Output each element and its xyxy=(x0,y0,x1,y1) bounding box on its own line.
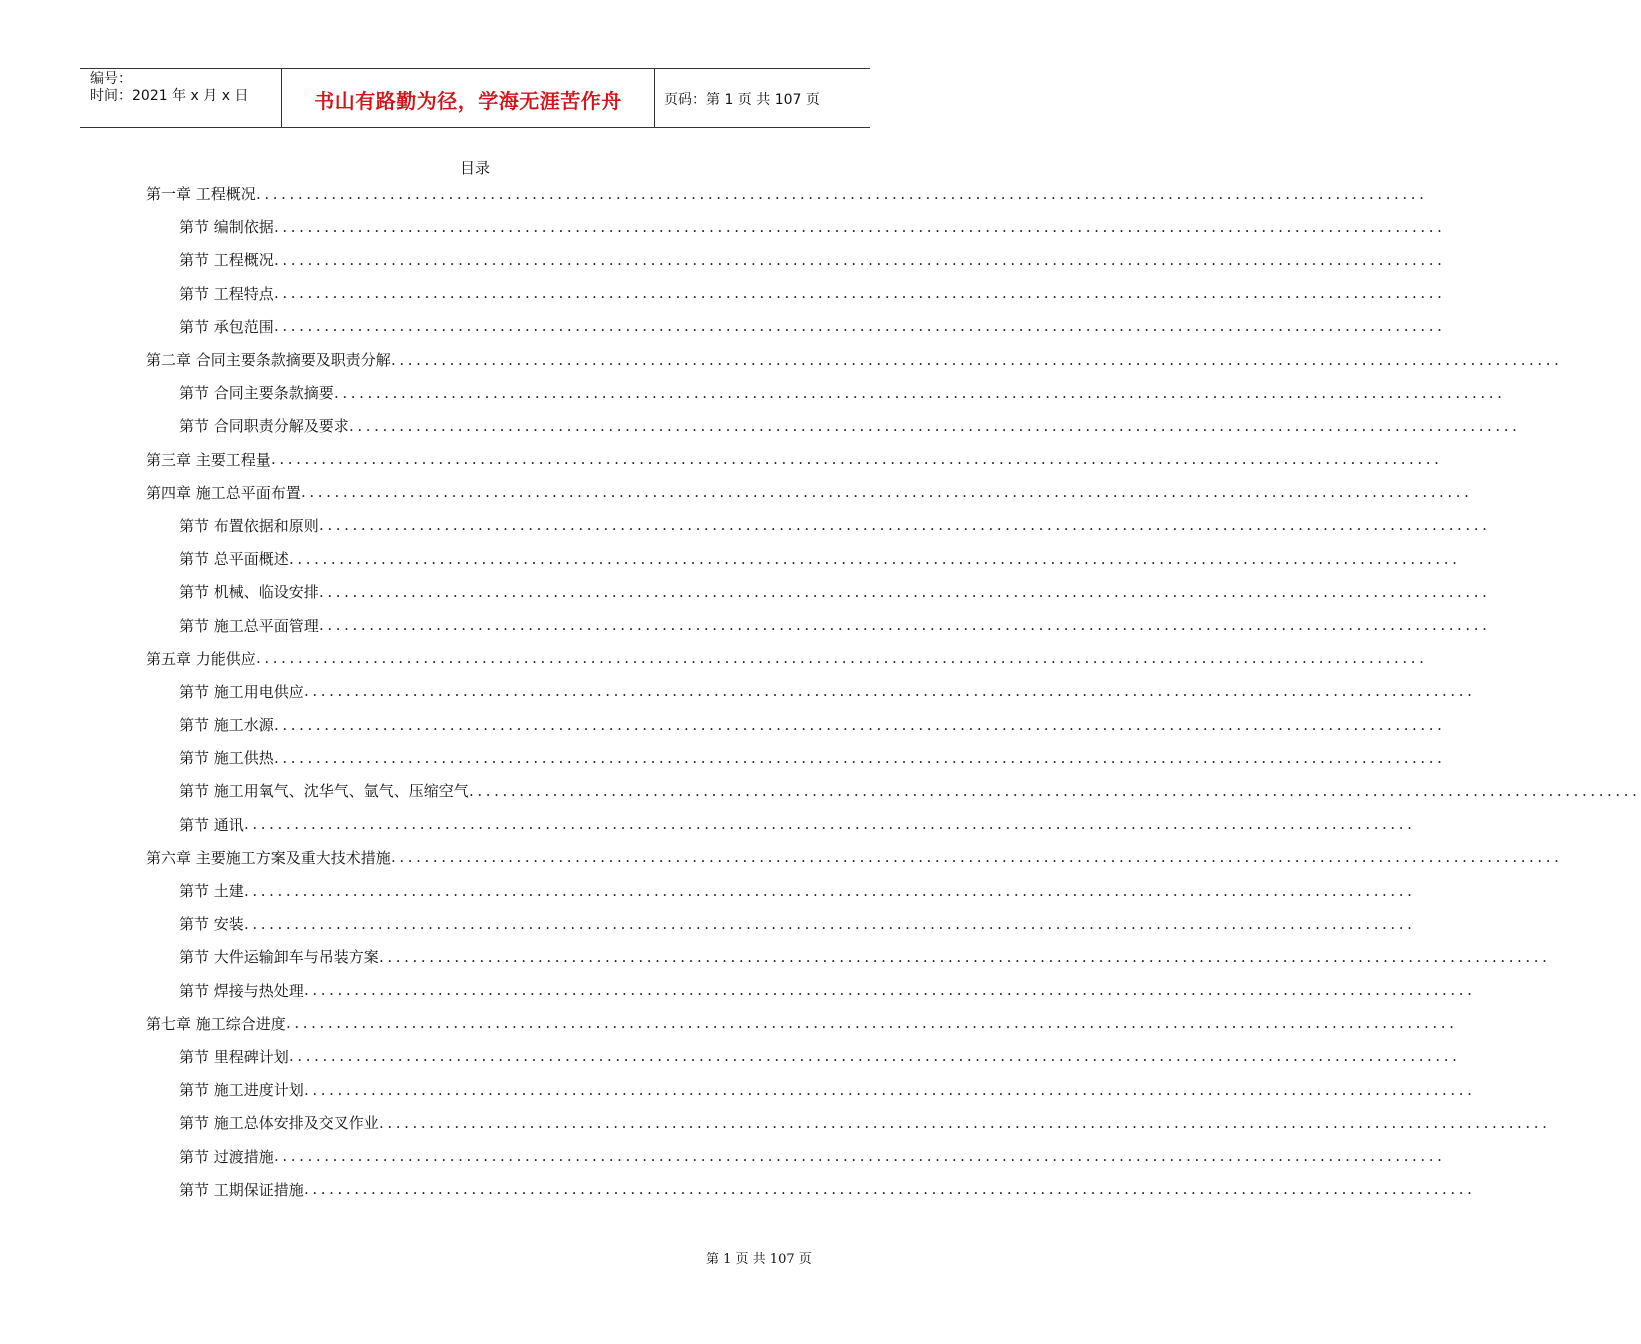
toc-entry-label: 第节 通讯 xyxy=(179,815,244,834)
toc-section-entry[interactable] xyxy=(0,1073,1476,1106)
header-meta xyxy=(90,71,248,105)
toc-entry-label: 第节 施工水源 xyxy=(179,716,274,735)
toc-leader-dots: ............................................................................................................................................ xyxy=(304,1080,1476,1099)
toc-leader-dots: ............................................................................................................................................ xyxy=(319,616,1491,635)
toc-entry-label: 第节 施工进度计划 xyxy=(179,1081,304,1100)
toc-entry-label: 第节 布置依据和原则 xyxy=(179,516,319,535)
header-divider xyxy=(654,69,655,127)
toc-leader-dots: ............................................................................................................................................ xyxy=(334,383,1506,402)
toc-leader-dots: ............................................................................................................................................ xyxy=(391,848,1563,867)
toc-leader-dots: ............................................................................................................................................ xyxy=(286,1014,1458,1033)
toc-entry-label: 第节 里程碑计划 xyxy=(179,1047,289,1066)
toc-section-entry[interactable] xyxy=(0,940,1551,973)
toc-entry-label: 第五章 力能供应 xyxy=(146,649,256,668)
toc-leader-dots: ............................................................................................................................................ xyxy=(271,450,1443,469)
toc-section-entry[interactable] xyxy=(0,210,1446,243)
toc-entry-label: 第节 土建 xyxy=(179,882,244,901)
toc-entry-label: 第六章 主要施工方案及重大技术措施 xyxy=(146,848,391,867)
toc-title: 目录 xyxy=(459,159,490,177)
toc-leader-dots: ............................................................................................................................................ xyxy=(289,549,1461,568)
toc-leader-dots: ............................................................................................................................................ xyxy=(319,582,1491,601)
toc-chapter-entry[interactable] xyxy=(0,1007,1458,1040)
toc-entry-label: 第节 工期保证措施 xyxy=(179,1180,304,1199)
toc-entry-label: 第四章 施工总平面布置 xyxy=(146,483,301,502)
toc-entry-label: 第节 施工总体安排及交叉作业 xyxy=(179,1114,379,1133)
toc-entry-label: 第节 安装 xyxy=(179,915,244,934)
toc-chapter-entry[interactable] xyxy=(0,343,1563,376)
toc-section-entry[interactable] xyxy=(0,708,1446,741)
toc-entry-label: 第节 焊接与热处理 xyxy=(179,981,304,1000)
toc-chapter-entry[interactable] xyxy=(0,443,1443,476)
toc-leader-dots: ............................................................................................................................................ xyxy=(319,516,1491,535)
toc-chapter-entry[interactable] xyxy=(0,841,1563,874)
toc-section-entry[interactable] xyxy=(0,774,1641,807)
toc-leader-dots: ............................................................................................................................................ xyxy=(289,1047,1461,1066)
toc-entry-label: 第节 大件运输卸车与吊装方案 xyxy=(179,948,379,967)
toc-chapter-entry[interactable] xyxy=(0,642,1428,675)
toc-chapter-entry[interactable] xyxy=(0,476,1473,509)
toc-section-entry[interactable] xyxy=(0,509,1491,542)
toc-section-entry[interactable] xyxy=(0,310,1446,343)
toc-leader-dots: ............................................................................................................................................ xyxy=(379,947,1551,966)
header-number-label: 编号： xyxy=(90,71,132,87)
toc-leader-dots: ............................................................................................................................................ xyxy=(256,184,1428,203)
toc-leader-dots: ............................................................................................................................................ xyxy=(274,317,1446,336)
toc-leader-dots: ............................................................................................................................................ xyxy=(244,914,1416,933)
toc-section-entry[interactable] xyxy=(0,575,1491,608)
toc-chapter-entry[interactable] xyxy=(0,177,1428,210)
toc-section-entry[interactable] xyxy=(0,1139,1446,1172)
toc-leader-dots: ............................................................................................................................................ xyxy=(301,483,1473,502)
toc-section-entry[interactable] xyxy=(0,974,1476,1007)
toc-entry-label: 第三章 主要工程量 xyxy=(146,450,271,469)
toc-entry-label: 第节 施工总平面管理 xyxy=(179,616,319,635)
toc-leader-dots: ............................................................................................................................................ xyxy=(256,649,1428,668)
toc-entry-label: 第节 工程特点 xyxy=(179,284,274,303)
header-time-label: 时间：2021 年 x 月 x 日 xyxy=(90,88,249,104)
toc-section-entry[interactable] xyxy=(0,874,1416,907)
toc-section-entry[interactable] xyxy=(0,741,1446,774)
toc-entry-label: 第节 合同职责分解及要求 xyxy=(179,417,349,436)
toc-leader-dots: ............................................................................................................................................ xyxy=(274,748,1446,767)
toc-section-entry[interactable] xyxy=(0,542,1461,575)
page-footer: 第 1 页 共 107 页 xyxy=(706,1252,812,1267)
header-page-info: 页码：第 1 页 共 107 页 xyxy=(664,92,820,108)
toc-leader-dots: ............................................................................................................................................ xyxy=(244,815,1416,834)
toc-entry-label: 第节 过渡措施 xyxy=(179,1147,274,1166)
toc-section-entry[interactable] xyxy=(0,376,1506,409)
toc-entry-label: 第节 工程概况 xyxy=(179,251,274,270)
toc-leader-dots: ............................................................................................................................................ xyxy=(244,881,1416,900)
toc-section-entry[interactable] xyxy=(0,907,1416,940)
toc-section-entry[interactable] xyxy=(0,1040,1461,1073)
toc-leader-dots: ............................................................................................................................................ xyxy=(379,1113,1551,1132)
toc-entry-label: 第节 承包范围 xyxy=(179,317,274,336)
toc-leader-dots: ............................................................................................................................................ xyxy=(349,416,1521,435)
toc-entry-label: 第节 合同主要条款摘要 xyxy=(179,384,334,403)
toc-leader-dots: ............................................................................................................................................ xyxy=(274,217,1446,236)
toc-section-entry[interactable] xyxy=(0,409,1521,442)
page-header xyxy=(80,68,870,128)
toc-entry-label: 第节 机械、临设安排 xyxy=(179,583,319,602)
toc-leader-dots: ............................................................................................................................................ xyxy=(304,981,1476,1000)
toc-section-entry[interactable] xyxy=(0,1106,1551,1139)
table-of-contents xyxy=(0,177,1641,1206)
toc-section-entry[interactable] xyxy=(0,608,1491,641)
toc-entry-label: 第七章 施工综合进度 xyxy=(146,1014,286,1033)
toc-section-entry[interactable] xyxy=(0,1173,1476,1206)
toc-entry-label: 第节 施工供热 xyxy=(179,749,274,768)
header-motto: 书山有路勤为径，学海无涯苦作舟 xyxy=(314,89,622,113)
toc-entry-label: 第二章 合同主要条款摘要及职责分解 xyxy=(146,351,391,370)
toc-section-entry[interactable] xyxy=(0,243,1446,276)
toc-section-entry[interactable] xyxy=(0,277,1446,310)
toc-leader-dots: ............................................................................................................................................ xyxy=(304,682,1476,701)
toc-leader-dots: ............................................................................................................................................ xyxy=(274,284,1446,303)
toc-leader-dots: ............................................................................................................................................ xyxy=(274,715,1446,734)
toc-leader-dots: ............................................................................................................................................ xyxy=(274,250,1446,269)
toc-entry-label: 第一章 工程概况 xyxy=(146,185,256,204)
toc-entry-label: 第节 施工用氧气、沈华气、氩气、压缩空气 xyxy=(179,782,469,801)
toc-leader-dots: ............................................................................................................................................ xyxy=(391,350,1563,369)
toc-entry-label: 第节 总平面概述 xyxy=(179,550,289,569)
toc-section-entry[interactable] xyxy=(0,675,1476,708)
toc-leader-dots: ............................................................................................................................................ xyxy=(304,1180,1476,1199)
toc-section-entry[interactable] xyxy=(0,808,1416,841)
toc-entry-label: 第节 编制依据 xyxy=(179,218,274,237)
toc-leader-dots: ............................................................................................................................................ xyxy=(469,781,1641,800)
toc-entry-label: 第节 施工用电供应 xyxy=(179,682,304,701)
toc-leader-dots: ............................................................................................................................................ xyxy=(274,1147,1446,1166)
